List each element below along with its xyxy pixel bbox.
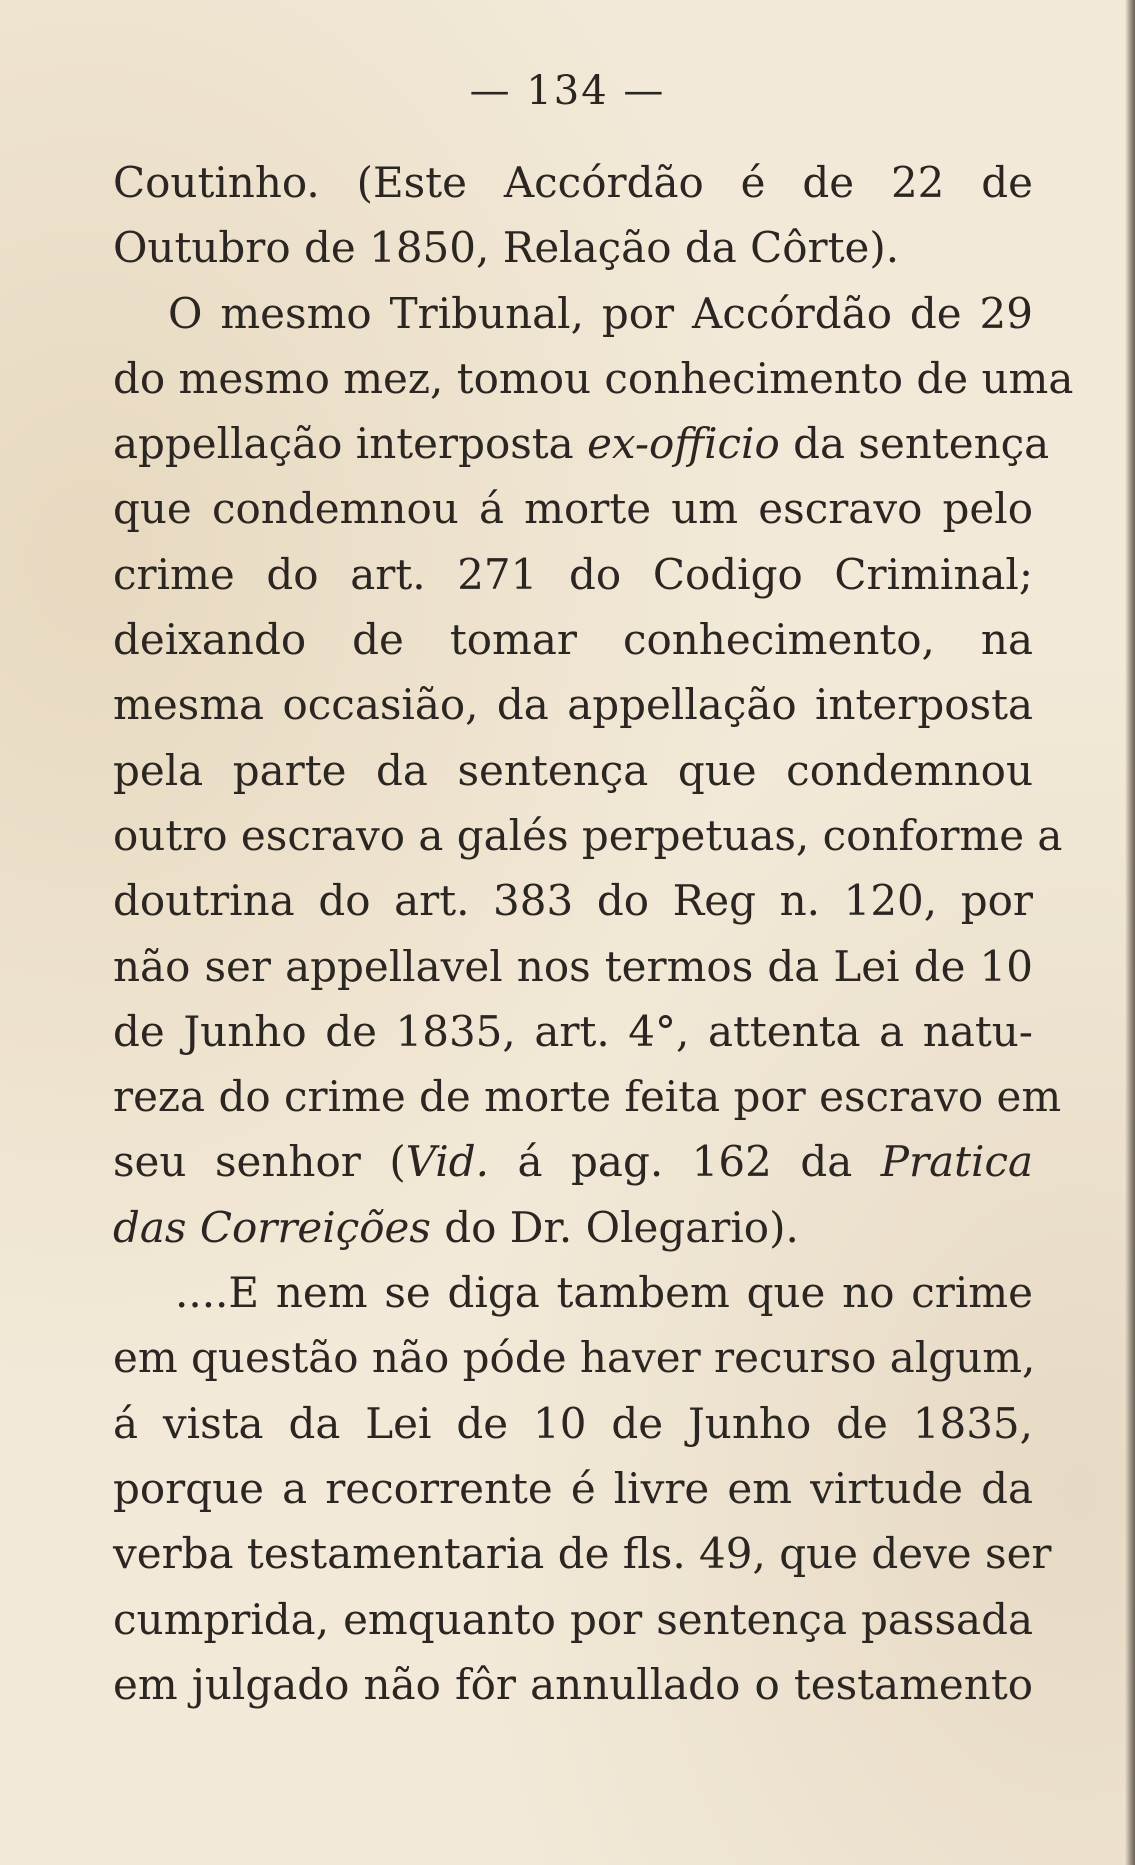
text-line: em julgado não fôr annullado o testamento (113, 1659, 1033, 1709)
text-line: á vista da Lei de 10 de Junho de 1835, (113, 1398, 1033, 1448)
text-line: deixando de tomar conhecimento, na (113, 615, 1033, 665)
line-segment: do Dr. Olegario). (430, 1202, 799, 1252)
line-segment: appellação interposta (113, 419, 588, 469)
text-line: não ser appellavel nos termos da Lei de 10 (113, 941, 1033, 991)
text-line: Outubro de 1850, Relação da Côrte). (113, 223, 900, 273)
italic-term: Vid. (405, 1137, 489, 1187)
line-segment: da sentença (779, 419, 1050, 469)
text-line: cumprida, emquanto por sentença passada (113, 1594, 1033, 1644)
text-line: em questão não póde haver recurso algum, (113, 1333, 1036, 1383)
page-edge-shadow (1125, 0, 1135, 1865)
text-line: que condemnou á morte um escravo pelo (113, 484, 1033, 534)
text-line: reza do crime de morte feita por escravo em (113, 1072, 1062, 1122)
line-segment: á pag. 162 da (488, 1137, 881, 1187)
text-line: verba testamentaria de fls. 49, que deve ser (113, 1529, 1052, 1579)
text-line: mesma occasião, da appellação interposta (113, 680, 1033, 730)
page-number: — 134 — (469, 68, 666, 114)
italic-term: ex-officio (587, 419, 780, 469)
text-line: do mesmo mez, tomou conhecimento de uma (113, 353, 1074, 403)
italic-term: Pratica (880, 1137, 1034, 1187)
text-line (113, 1195, 1033, 1260)
text-line: ....E nem se diga tambem que no crime (175, 1268, 1033, 1318)
text-line: crime do art. 271 do Codigo Criminal; (113, 549, 1033, 599)
text-line: pela parte da sentença que condemnou (113, 745, 1033, 795)
text-line: O mesmo Tribunal, por Accórdão de 29 (168, 288, 1033, 338)
text-line: Coutinho. (Este Accórdão é de 22 de (113, 158, 1033, 207)
text-line (113, 1129, 1033, 1194)
text-line: doutrina do art. 383 do Reg n. 120, por (113, 876, 1033, 926)
text-line (113, 411, 1050, 476)
text-line: de Junho de 1835, art. 4°, attenta a natu- (113, 1006, 1033, 1056)
line-segment: seu senhor ( (113, 1137, 406, 1187)
italic-term: das Correições (113, 1202, 431, 1252)
text-line: porque a recorrente é livre em virtude da (113, 1463, 1033, 1513)
body-text (113, 150, 1074, 1717)
text-line: outro escravo a galés perpetuas, conforme a (113, 810, 1063, 860)
